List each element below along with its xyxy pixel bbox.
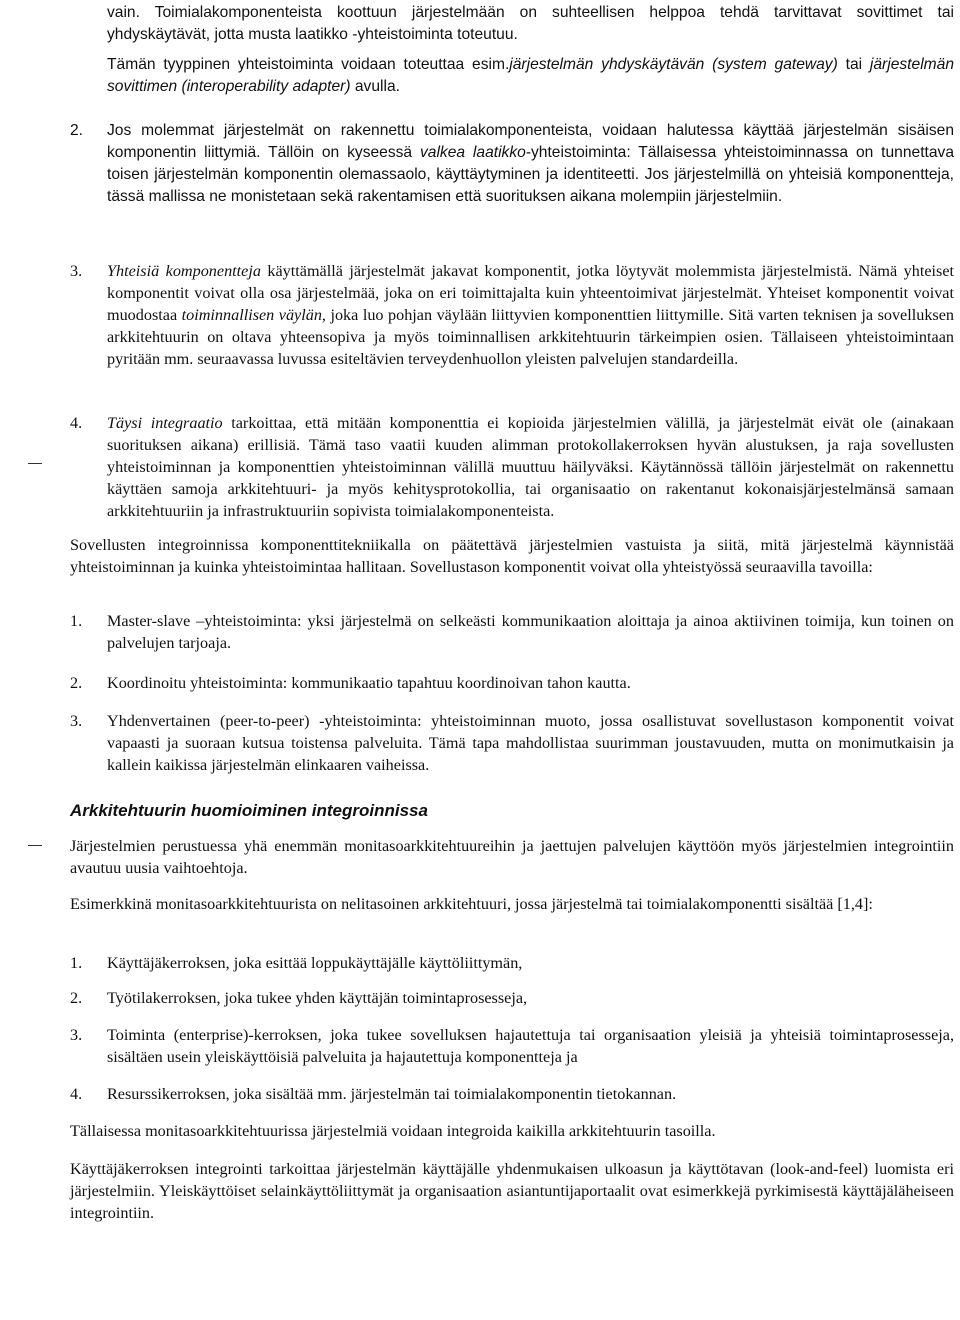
list-item-master-slave: [107, 610, 954, 654]
italic-term: valkea laatikko: [419, 144, 526, 161]
list-item-full-integration: [107, 412, 954, 522]
list-number: 4.: [70, 1085, 83, 1103]
list-number: 4.: [70, 414, 83, 432]
text-run: -yhteistoiminta: Tällaisessa yhteistoiminnassa on tunnettava toisen järjestelmän komponentin olemassaolo, käyttäytyminen ja identiteetti. Jos järjestelmillä on yhteisiä komponentteja, tässä mallissa ne monistetaan sekä rakentamisen että suorituksen aikana molempiin järjestelmiin.: [107, 144, 955, 205]
paragraph-text: Sovellusten integroinnissa komponenttitekniikalla on päätettävä järjestelmien vastuista ja siitä, mitä järjestelmä käynnistää yhteistoiminnan ja kuinka yhteistoimintaa hallitaan. Sovellustason komponentit voivat olla yhteistyössä seuraavilla tavoilla:: [70, 536, 954, 576]
margin-mark: [28, 463, 42, 464]
list-number: 3.: [70, 262, 83, 280]
paragraph-multitier-intro: [70, 835, 954, 879]
list-number: 2.: [70, 122, 84, 139]
text-run: käyttämällä järjestelmät jakavat komponentit, jotka löytyvät molemmista järjestelmistä. Nämä yhteiset komponentit voivat olla osa järjestelmää, joka on eri toimittajalta kuin yhteentoimivat järjestelmät. Yhteiset komponentit voivat muodostaa: [107, 262, 954, 324]
list-item-workspace-tier: [107, 987, 954, 1009]
list-number: 3.: [70, 1026, 83, 1044]
paragraph-text: Järjestelmien perustuessa yhä enemmän monitasoarkkitehtuureihin ja jaettujen palvelujen käyttöön myös järjestelmien integrointiin avautuu uusia vaihtoehtoja.: [70, 837, 954, 877]
list-item-text: Master-slave –yhteistoiminta: yksi järjestelmä on selkeästi kommunikaation aloittaja ja ainoa aktiivinen toimija, kun toinen on palvelujen tarjoaja.: [107, 612, 954, 652]
paragraph-text: Esimerkkinä monitasoarkkitehtuurista on nelitasoinen arkkitehtuuri, jossa järjestelmä tai toimialakomponentti sisältää [1,4]:: [70, 895, 873, 913]
text-run: Jos molemmat järjestelmät on rakennettu toimialakomponenteista, voidaan halutessa käyttää järjestelmän sisäisen komponentin liittymiä. Tällöin on kyseessä: [107, 122, 954, 161]
paragraph-user-tier-integration: [70, 1158, 954, 1224]
list-item-enterprise-tier: [107, 1024, 954, 1068]
italic-term: Yhteisiä komponentteja: [107, 262, 261, 280]
paragraph-gateway: [107, 54, 954, 98]
list-item-text: Koordinoitu yhteistoiminta: kommunikaatio tapahtuu koordinoivan tahon kautta.: [107, 674, 631, 692]
paragraph-text: Käyttäjäkerroksen integrointi tarkoittaa järjestelmän käyttäjälle yhdenmukaisen ulkoasun ja käyttötavan (look-and-feel) luomista eri järjestelmiin. Yleiskäyttöiset selainkäyttöliittymät ja organisaation asiantuntijaportaalit ovat esimerkkejä pyrkimisestä käyttäjäläheiseen integrointiin.: [70, 1160, 954, 1222]
list-item-resource-tier: [107, 1083, 954, 1105]
italic-term: järjestelmän yhdyskäytävän (system gateway): [509, 56, 838, 73]
text-run: avulla.: [350, 78, 400, 95]
list-item-user-tier: [107, 952, 954, 974]
paragraph-all-tiers: [70, 1120, 954, 1142]
list-item-peer-to-peer: [107, 710, 954, 776]
list-item-text: Resurssikerroksen, joka sisältää mm. järjestelmän tai toimialakomponentin tietokannan.: [107, 1085, 677, 1103]
text-run: Tämän tyyppinen yhteistoiminta voidaan toteuttaa esim.: [107, 56, 510, 73]
paragraph-continuation: [107, 2, 954, 46]
italic-term: toiminnallisen väylän: [181, 306, 322, 324]
paragraph-text: Tällaisessa monitasoarkkitehtuurissa järjestelmiä voidaan integroida kaikilla arkkitehtuurin tasoilla.: [70, 1122, 716, 1140]
section-heading: Arkkitehtuurin huomioiminen integroinnissa: [70, 801, 428, 820]
paragraph-integration-responsibilities: [70, 534, 954, 578]
list-item-shared-components: [107, 260, 954, 370]
list-item-white-box: [107, 120, 954, 208]
list-item-text: Toiminta (enterprise)-kerroksen, joka tukee sovelluksen hajautettuja tai organisaation yleisiä ja yhteisiä toimintaprosesseja, sisältäen usein yleiskäyttöisiä palveluita ja hajautettuja komponentteja ja: [107, 1026, 954, 1066]
paragraph-four-tier: [70, 893, 954, 915]
list-number: 2.: [70, 674, 83, 692]
paragraph-text: vain. Toimialakomponenteista koottuun järjestelmään on suhteellisen helppoa tehdä tarvittavat sovittimet tai yhdyskäytävät, jotta musta laatikko -yhteistoiminta toteutuu.: [107, 4, 954, 43]
italic-term: Täysi integraatio: [107, 414, 223, 432]
list-item-text: Käyttäjäkerroksen, joka esittää loppukäyttäjälle käyttöliittymän,: [107, 954, 523, 972]
text-run: tai: [837, 56, 870, 73]
text-run: , joka luo pohjan väylään liittyvien komponenttien liittymille. Sitä varten teknisen ja sovelluksen arkkitehtuurin on oltava yhteensopiva ja myös toiminnallisen arkkitehtuurin tärkeimpien osien. Tällaiseen yhteistoimintaan pyritään mm. seuraavassa luvussa esiteltävien terveydenhuollon yleisten palvelujen standardeilla.: [107, 306, 955, 368]
list-number: 3.: [70, 712, 83, 730]
list-item-coordinated: [107, 672, 954, 694]
margin-mark: [28, 845, 42, 846]
text-run: tarkoittaa, että mitään komponenttia ei kopioida järjestelmien välillä, ja järjestelmät eivät ole (ainakaan suorituksen aikana) erillisiä. Tämä taso vaatii kuuden alimman protokollakerroksen hyvän alustuksen, ja raja sovellusten yhteistoiminnan ja komponenttien yhteistoiminnan välillä muuttuu häilyväksi. Käytännössä tällöin järjestelmät on rakennettu käyttäen samoja arkkitehtuuri- ja myös kehitysprotokollia, tai organisaatio on rakentanut kokonaisjärjestelmänsä samaan arkkitehtuuriin ja infrastruktuuriin sopivista toimialakomponenteista.: [107, 414, 954, 520]
list-item-text: Yhdenvertainen (peer-to-peer) -yhteistoiminta: yhteistoiminnan muoto, jossa osallistuvat sovellustason komponentit voivat vapaasti ja suoraan kutsua toistensa palveluita. Tämä tapa mahdollistaa suurimman joustavuuden, mutta on monimutkaisin ja kallein kaikissa järjestelmän elinkaaren vaiheissa.: [107, 712, 954, 774]
italic-term: järjestelmän sovittimen (interoperability adapter): [107, 56, 954, 95]
list-number: 1.: [70, 954, 83, 972]
list-number: 1.: [70, 612, 83, 630]
list-number: 2.: [70, 989, 83, 1007]
list-item-text: Työtilakerroksen, joka tukee yhden käyttäjän toimintaprosesseja,: [107, 989, 528, 1007]
